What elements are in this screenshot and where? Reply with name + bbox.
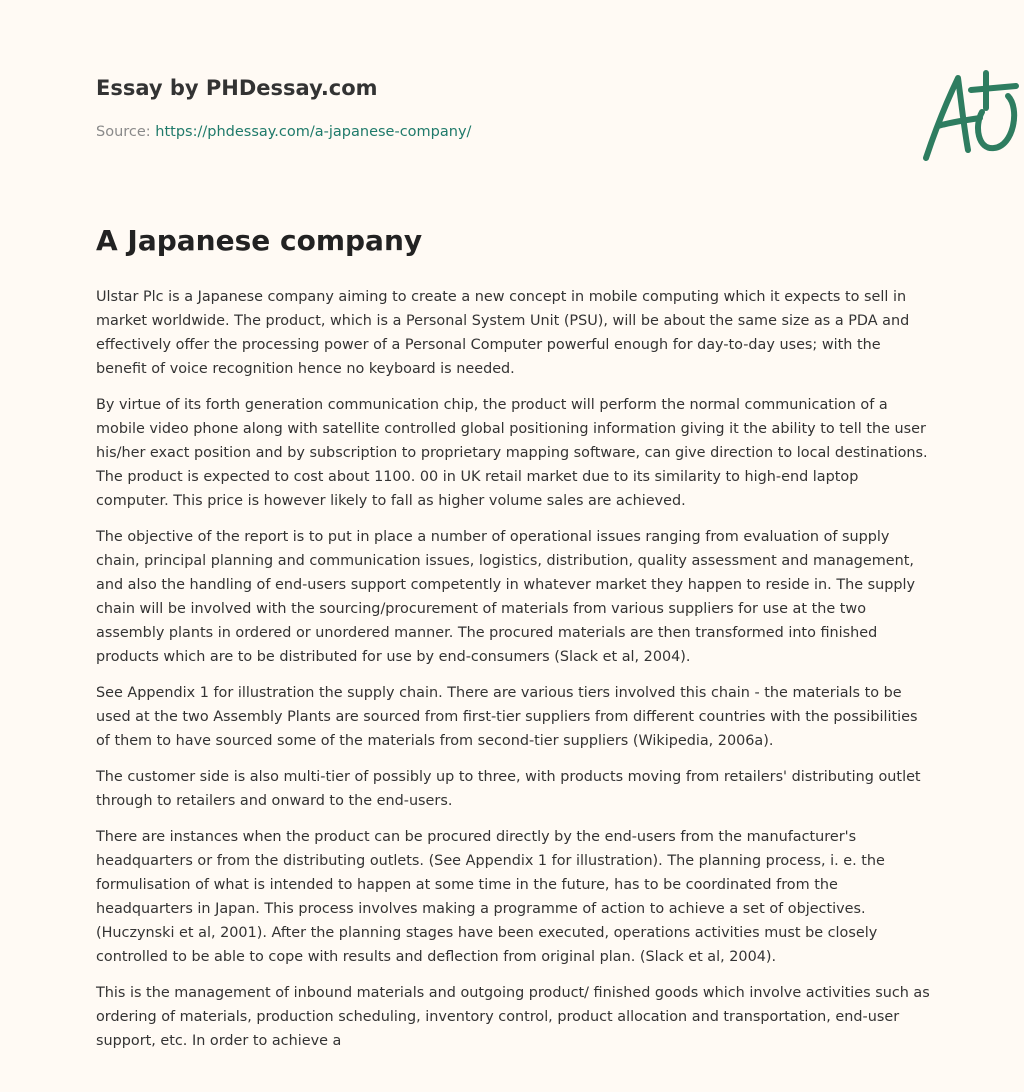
- source-label: Source:: [96, 124, 151, 140]
- essay-title: A Japanese company: [96, 224, 423, 257]
- paragraph: The customer side is also multi-tier of possibly up to three, with products moving from retailers' distributing outlet through to retailers and onward to the end-users.: [96, 769, 921, 809]
- brand-title: Essay by PHDessay.com: [96, 76, 378, 100]
- paragraph: Ulstar Plc is a Japanese company aiming to create a new concept in mobile computing which it expects to sell in market worldwide. The product, which is a Personal System Unit (PSU), will be about the same size as a PDA and effectively offer the processing power of a Personal Computer powerful enough for day-to-day uses; with the benefit of voice recognition hence no keyboard is needed.: [96, 289, 910, 377]
- paragraph: This is the management of inbound materials and outgoing product/ finished goods which involve activities such as ordering of materials, production scheduling, inventory control, product allocation and transportation, end-user support, etc. In order to achieve a: [96, 985, 930, 1049]
- paragraph: See Appendix 1 for illustration the supply chain. There are various tiers involved this chain - the materials to be used at the two Assembly Plants are sourced from first-tier suppliers from different countries with the possibilities of them to have sourced some of the materials from second-tier suppliers (Wikipedia, 2006a).: [96, 685, 918, 749]
- source-link[interactable]: https://phdessay.com/a-japanese-company/: [155, 124, 472, 140]
- a-plus-logo-icon: [916, 68, 1024, 168]
- paragraph: The objective of the report is to put in place a number of operational issues ranging from evaluation of supply chain, principal planning and communication issues, logistics, distribution, quality assessment and management, and also the handling of end-users support competently in whatever market they happen to reside in. The supply chain will be involved with the sourcing/procurement of materials from various suppliers for use at the two assembly plants in ordered or unordered manner. The procured materials are then transformed into finished products which are to be distributed for use by end-consumers (Slack et al, 2004).: [96, 529, 916, 665]
- source-line: [96, 124, 471, 140]
- paragraph: By virtue of its forth generation communication chip, the product will perform the normal communication of a mobile video phone along with satellite controlled global positioning information giving it the ability to tell the user his/her exact position and by subscription to proprietary mapping software, can give direction to local destinations. The product is expected to cost about 1100. 00 in UK retail market due to its similarity to high-end laptop computer. This price is however likely to fall as higher volume sales are achieved.: [96, 397, 928, 509]
- essay-body: [96, 285, 932, 1065]
- paragraph: There are instances when the product can be procured directly by the end-users from the manufacturer's headquarters or from the distributing outlets. (See Appendix 1 for illustration). The planning process, i. e. the formulisation of what is intended to happen at some time in the future, has to be coordinated from the headquarters in Japan. This process involves making a programme of action to achieve a set of objectives. (Huczynski et al, 2001). After the planning stages have been executed, operations activities must be closely controlled to be able to cope with results and deflection from original plan. (Slack et al, 2004).: [96, 829, 885, 965]
